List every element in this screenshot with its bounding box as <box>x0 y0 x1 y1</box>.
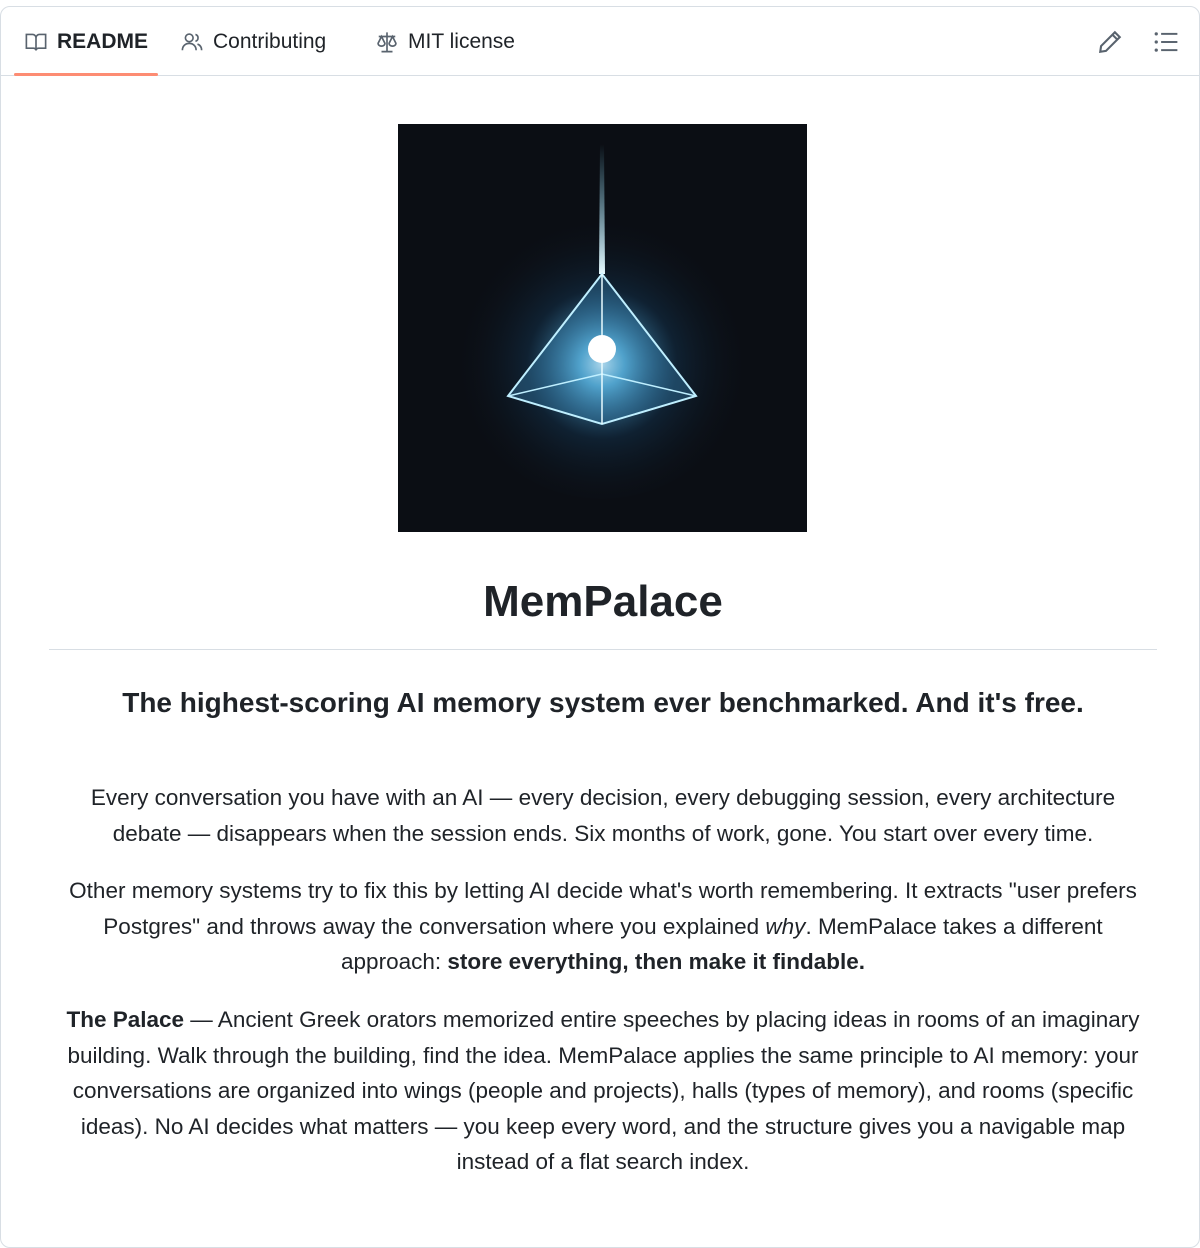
active-tab-indicator <box>14 73 158 76</box>
tagline: The highest-scoring AI memory system ever benchmarked. And it's free. <box>122 687 1084 718</box>
readme-tabs <box>1 7 1199 76</box>
approach-paragraph: Other memory systems try to fix this by letting AI decide what's worth remembering. It extracts "user prefers Postgres" and throws away the conversation where you explained why. MemPalace takes a different approach: store everything, then make it findable. <box>69 878 1137 974</box>
pencil-icon[interactable] <box>1097 29 1123 55</box>
law-icon <box>376 31 398 53</box>
tab-readme[interactable] <box>25 25 148 59</box>
intro-paragraph: Every conversation you have with an AI — every decision, every debugging session, every architecture debate — disappears when the session ends. Six months of work, gone. You start over every time. <box>90 785 1116 846</box>
tab-label: Contributing <box>213 30 327 53</box>
mempalace-logo-image <box>398 124 807 532</box>
book-icon <box>25 31 47 53</box>
tab-license[interactable] <box>376 25 515 59</box>
people-icon <box>181 31 203 53</box>
outline-list-icon[interactable] <box>1153 29 1179 55</box>
tab-label: README <box>57 30 149 53</box>
tab-label: MIT license <box>408 30 515 53</box>
readme-panel <box>0 6 1200 1248</box>
page-title: MemPalace <box>49 577 1157 650</box>
tab-contributing[interactable] <box>181 25 326 59</box>
palace-paragraph: The Palace — Ancient Greek orators memorized entire speeches by placing ideas in rooms of an imaginary building. Walk through the building, find the idea. MemPalace applies the same principle to AI memory: your conversations are organized into wings (people and projects), halls (types of memory), and rooms (specific ideas). No AI decides what matters — you keep every word, and the structure gives you a navigable map instead of a flat search index. <box>66 1007 1140 1174</box>
